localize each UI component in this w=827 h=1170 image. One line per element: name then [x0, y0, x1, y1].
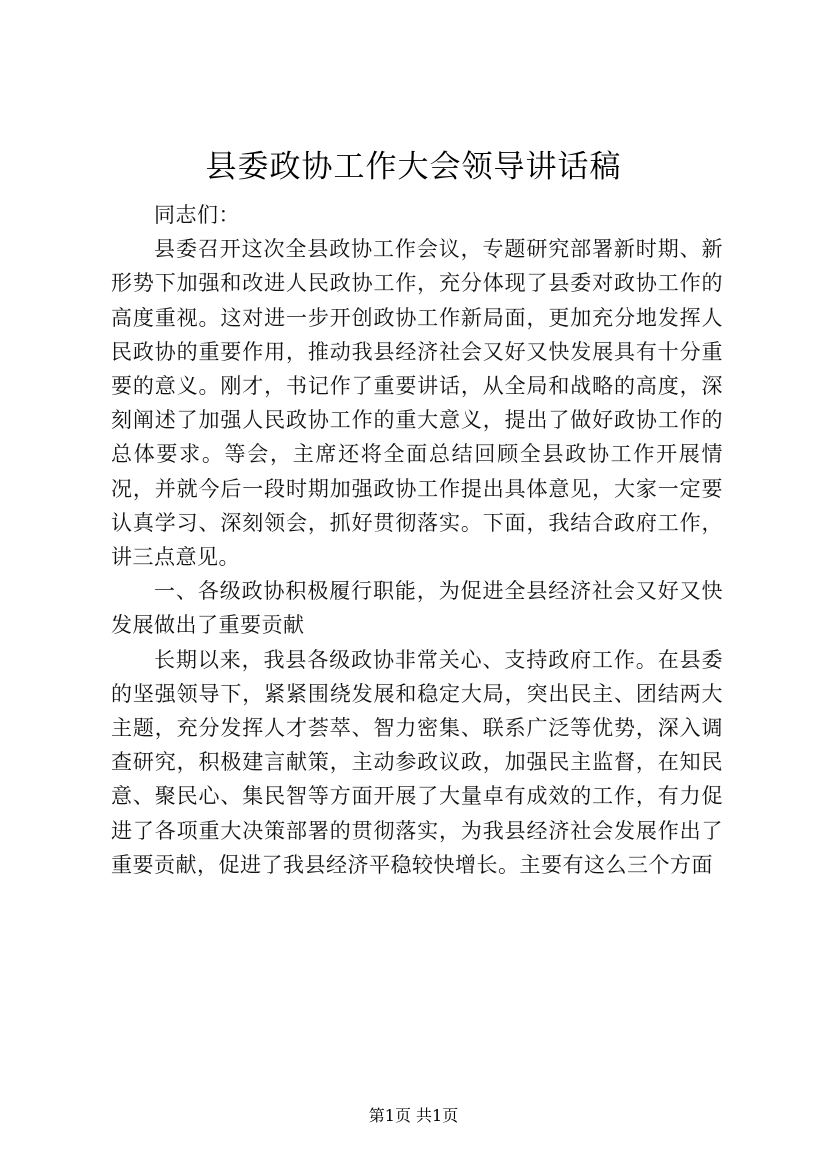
document-title: 县委政协工作大会领导讲话稿: [205, 149, 622, 185]
section-1-paragraph: 长期以来，我县各级政协非常关心、支持政府工作。在县委的坚强领导下，紧紧围绕发展和稳定大局，突出民主、团结两大主题，充分发挥人才荟萃、智力密集、联系广泛等优势，深入调查研究，积极建言献策，主动参政议政，加强民主监督，在知民意、聚民心、集民智等方面开展了大量卓有成效的工作，有力促进了各项重大决策部署的贯彻落实，为我县经济社会发展作出了重要贡献，促进了我县经济平稳较快增长。主要有这么三个方面: [111, 647, 723, 877]
section-heading-1: 一、各级政协积极履行职能，为促进全县经济社会又好又快发展做出了重要贡献: [111, 579, 723, 638]
opening-paragraph: 县委召开这次全县政协工作会议，专题研究部署新时期、新形势下加强和改进人民政协工作，充分体现了县委对政协工作的高度重视。这对进一步开创政协工作新局面，更加充分地发挥人民政协的重要作用，推动我县经济社会又好又快发展具有十分重要的意义。刚才，书记作了重要讲话，从全局和战略的高度，深刻阐述了加强人民政协工作的重大意义，提出了做好政协工作的总体要求。等会，主席还将全面总结回顾全县政协工作开展情况，并就今后一段时期加强政协工作提出具体意见，大家一定要认真学习、深刻领会，抓好贯彻落实。下面，我结合政府工作，讲三点意见。: [111, 237, 723, 570]
salutation-paragraph: 同志们：: [154, 203, 241, 227]
page-footer: 第1页 共1页: [368, 1106, 459, 1125]
document-body: [111, 198, 723, 882]
